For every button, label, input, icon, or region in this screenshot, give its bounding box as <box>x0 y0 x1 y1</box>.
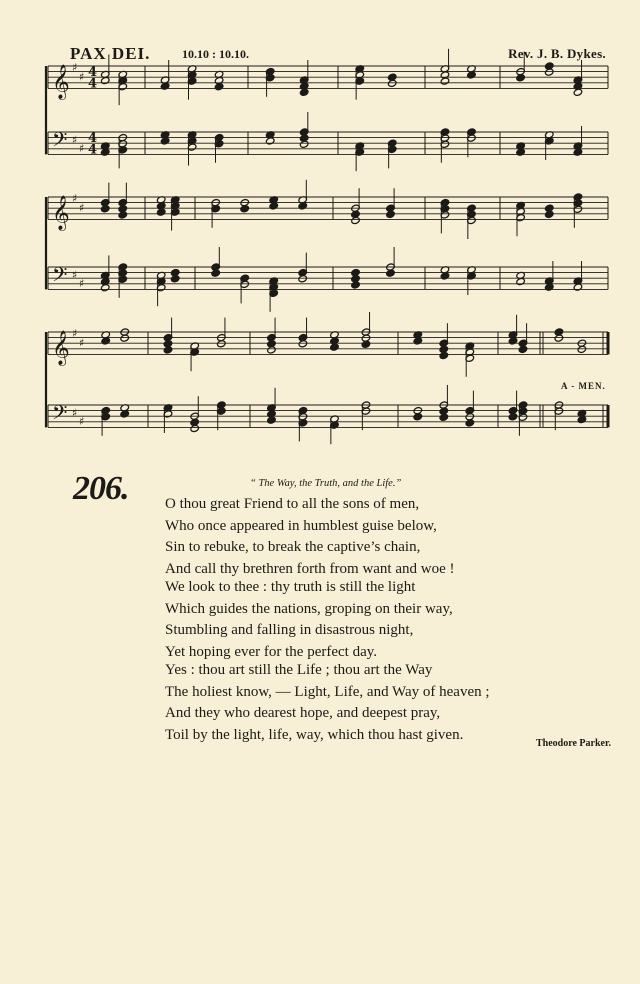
note-head <box>170 275 180 283</box>
verse-line: Sin to rebuke, to break the captive’s chain, <box>165 539 421 555</box>
note-head <box>160 82 170 90</box>
sharp-icon: ♯ <box>79 415 85 428</box>
sharp-icon: ♯ <box>72 133 78 147</box>
note-head <box>120 334 130 342</box>
note-head <box>298 340 308 348</box>
note-head <box>156 208 166 216</box>
note-head <box>440 77 450 85</box>
sharp-icon: ♯ <box>72 406 78 420</box>
note-head <box>217 340 227 348</box>
hymn-title: “ The Way, the Truth, and the Life.” <box>250 478 402 489</box>
note-head <box>351 281 361 289</box>
verse-1 <box>165 494 455 580</box>
verse-line: We look to thee : thy truth is still the light <box>165 579 416 595</box>
note-head <box>577 415 587 423</box>
note-head <box>439 351 449 359</box>
note-head <box>508 413 518 421</box>
note-head <box>100 284 110 292</box>
note-head <box>118 211 128 219</box>
sharp-icon: ♯ <box>79 336 85 350</box>
note-head <box>160 137 170 145</box>
note-head <box>240 205 250 213</box>
note-head <box>545 210 555 218</box>
sharp-icon: ♯ <box>79 70 85 84</box>
note-head <box>299 88 309 96</box>
note-head <box>573 88 583 96</box>
note-head <box>214 83 224 91</box>
note-head <box>267 346 277 354</box>
verse-line: The holiest know, — Light, Life, and Way of heaven ; <box>165 683 490 700</box>
note-head <box>361 340 371 348</box>
note-head <box>100 205 110 213</box>
verse-line: Who once appeared in humblest guise below, <box>165 517 437 534</box>
bass-clef-icon: 𝄢 <box>52 262 68 291</box>
note-head <box>299 140 309 148</box>
time-signature-bottom: 4 <box>88 76 98 92</box>
note-head <box>545 283 555 291</box>
verse-line: Stumbling and falling in disastrous night, <box>165 622 414 638</box>
note-head <box>190 424 200 432</box>
note-head <box>439 413 449 421</box>
note-head <box>265 137 275 145</box>
verse-line: Which guides the nations, groping on their way, <box>165 600 453 617</box>
note-head <box>211 269 221 277</box>
sharp-icon: ♯ <box>72 192 78 205</box>
note-head <box>330 343 340 351</box>
note-head <box>387 79 397 87</box>
sharp-icon: ♯ <box>79 201 85 215</box>
verse-3 <box>165 660 490 746</box>
note-head <box>120 410 130 418</box>
note-head <box>467 71 477 79</box>
verse-line: Yet hoping ever for the perfect day. <box>165 643 378 660</box>
sharp-icon: ♯ <box>72 327 78 340</box>
tune-meter: 10.10 : 10.10. <box>182 47 249 61</box>
sharp-icon: ♯ <box>79 142 85 155</box>
note-head <box>554 334 564 342</box>
treble-clef-icon: 𝄞 <box>52 330 70 366</box>
amen-lyric: A - MEN. <box>561 381 606 391</box>
note-head <box>516 277 526 285</box>
verse-line: O thou great Friend to all the sons of men, <box>165 496 420 512</box>
note-head <box>386 269 396 277</box>
sharp-icon: ♯ <box>72 268 78 282</box>
note-head <box>516 74 526 82</box>
bass-clef-icon: 𝄢 <box>52 127 68 156</box>
time-signature-bottom: 4 <box>88 142 98 158</box>
note-head <box>163 346 173 354</box>
verse-line: And they who dearest hope, and deepest pray, <box>165 705 441 721</box>
note-head <box>413 413 423 421</box>
note-head <box>100 76 110 84</box>
note-head <box>465 419 475 427</box>
bass-clef-icon: 𝄢 <box>52 400 68 429</box>
composer-credit: Rev. J. B. Dykes. <box>508 46 606 61</box>
note-head <box>298 202 308 210</box>
hymn-number: 206. <box>73 470 129 507</box>
note-head <box>269 202 279 210</box>
verse-2 <box>165 577 453 663</box>
note-head <box>101 337 111 345</box>
sharp-icon: ♯ <box>79 277 85 290</box>
verse-line: Toil by the light, life, way, which thou hast given. <box>165 726 464 743</box>
verse-line: And call thy brethren forth from want and woe ! <box>165 560 455 577</box>
time-signature-top: 4 <box>88 65 98 81</box>
tune-name: PAX DEI. <box>70 44 151 63</box>
note-head <box>267 416 277 424</box>
note-head <box>573 148 583 156</box>
treble-clef-icon: 𝄞 <box>52 195 70 231</box>
note-head <box>573 283 583 291</box>
author-credit: Theodore Parker. <box>536 738 611 749</box>
note-head <box>298 275 308 283</box>
note-head <box>577 345 587 353</box>
note-head <box>413 337 423 345</box>
note-head <box>100 148 110 156</box>
note-head <box>516 148 526 156</box>
sharp-icon: ♯ <box>72 61 78 74</box>
note-head <box>351 216 361 224</box>
note-head <box>545 68 555 76</box>
time-signature-top: 4 <box>88 131 98 147</box>
treble-clef-icon: 𝄞 <box>52 64 70 100</box>
note-head <box>386 210 396 218</box>
note-head <box>508 337 518 345</box>
note-head <box>518 345 528 353</box>
music-score <box>0 0 640 460</box>
note-head <box>440 272 450 280</box>
verse-line: Yes : thou art still the Life ; thou art the Way <box>165 662 433 678</box>
